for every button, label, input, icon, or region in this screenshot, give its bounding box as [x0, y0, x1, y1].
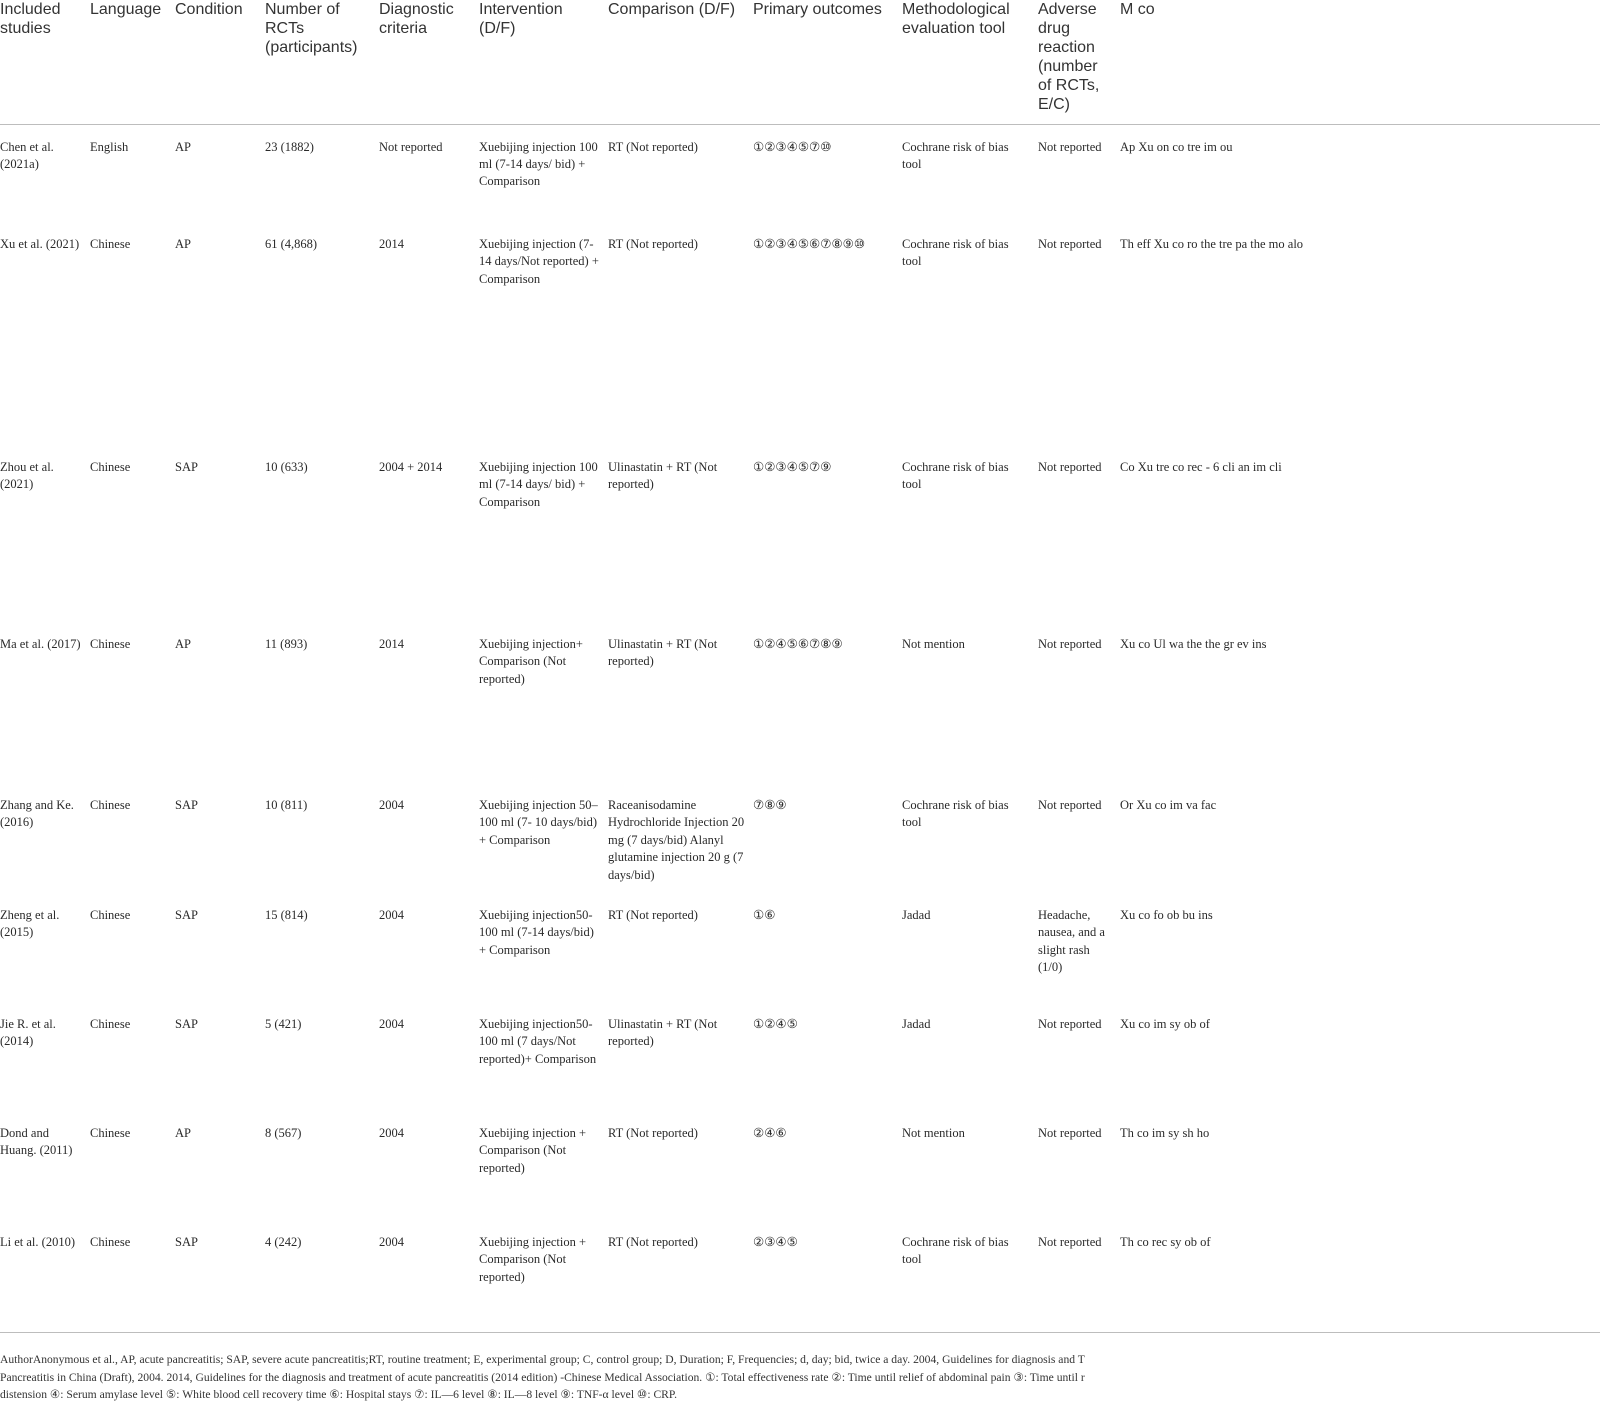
cell-intervention: Xuebijing injection + Comparison (Not reported) — [479, 1220, 608, 1332]
cell-conclusion: Th co rec sy ob of — [1120, 1220, 1600, 1332]
cell-criteria: 2004 — [379, 908, 404, 922]
cell-rcts: 61 (4,868) — [265, 237, 318, 251]
table-row — [0, 783, 1600, 893]
cell-rcts: 8 (567) — [265, 1126, 302, 1140]
cell-conclusion: Co Xu tre co rec - 6 cli an im cli — [1120, 460, 1282, 474]
cell-criteria: 2004 — [379, 1126, 404, 1140]
cell-intervention: Xuebijing injection 100 ml (7-14 days/ bid) + Comparison — [479, 139, 598, 189]
cell-adverse: Not reported — [1038, 1126, 1102, 1140]
cell-comparison: RT (Not reported) — [608, 1126, 698, 1140]
header-methodological-tool: Methodological evaluation tool — [902, 0, 1038, 124]
cell-language: English — [90, 139, 129, 154]
cell-condition: SAP — [175, 908, 198, 922]
cell-conclusion: Xu co im sy ob of — [1120, 1017, 1210, 1031]
cell-condition: SAP — [175, 1220, 265, 1332]
cell-outcomes: ①⑥ — [753, 908, 776, 922]
cell-tool: Cochrane risk of bias tool — [902, 1220, 1038, 1332]
cell-rcts: 4 (242) — [265, 1220, 379, 1332]
header-included-studies: Included studies — [0, 0, 90, 124]
footnote-line: Pancreatitis in China (Draft), 2004. 2014, Guidelines for the diagnosis and treatment of acute pancreatitis (2014 edition) -Chinese Medical Association. ①: Total effectiveness rate ②: Time until relief of abdominal pain ③: Time until r — [0, 1370, 1085, 1384]
cell-comparison: Raceanisodamine Hydrochloride Injection 20 mg (7 days/bid) Alanyl glutamine injection 20 g (7 days/bid) — [608, 798, 745, 882]
header-main-conclusion: M co — [1120, 0, 1600, 124]
cell-comparison: RT (Not reported) — [608, 139, 698, 154]
cell-adverse: Not reported — [1038, 1017, 1102, 1031]
cell-conclusion: Th co im sy sh ho — [1120, 1126, 1210, 1140]
cell-study: Jie R. et al. (2014) — [0, 1017, 56, 1049]
cell-tool: Cochrane risk of bias tool — [902, 139, 1009, 171]
cell-intervention: Xuebijing injection50-100 ml (7-14 days/bid) + Comparison — [479, 908, 594, 957]
cell-conclusion: Ap Xu on co tre im ou — [1120, 139, 1233, 154]
table-row — [0, 124, 1600, 222]
cell-conclusion: Xu co Ul wa the the gr ev ins — [1120, 637, 1267, 651]
cell-language: Chinese — [90, 1017, 131, 1031]
header-language: Language — [90, 0, 175, 124]
cell-condition: AP — [175, 237, 191, 251]
cell-language: Chinese — [90, 1126, 131, 1140]
cell-study: Chen et al. (2021a) — [0, 139, 54, 171]
cell-intervention: Xuebijing injection50-100 ml (7 days/Not reported)+ Comparison — [479, 1017, 597, 1066]
cell-study: Xu et al. (2021) — [0, 237, 80, 251]
cell-tool: Cochrane risk of bias tool — [902, 460, 1009, 492]
table-row — [0, 1111, 1600, 1220]
cell-condition: SAP — [175, 1017, 198, 1031]
table-body — [0, 124, 1600, 1332]
header-diagnostic-criteria: Diagnostic criteria — [379, 0, 479, 124]
cell-criteria: 2004 — [379, 1220, 479, 1332]
cell-comparison: RT (Not reported) — [608, 908, 698, 922]
cell-intervention: Xuebijing injection+ Comparison (Not reported) — [479, 637, 583, 686]
cell-condition: AP — [175, 139, 191, 154]
cell-rcts: 5 (421) — [265, 1017, 302, 1031]
cell-adverse: Not reported — [1038, 237, 1102, 251]
cell-language: Chinese — [90, 237, 131, 251]
cell-comparison: Ulinastatin + RT (Not reported) — [608, 1017, 718, 1049]
cell-outcomes: ①②③④⑤⑦⑨ — [753, 460, 832, 474]
cell-language: Chinese — [90, 798, 131, 812]
cell-conclusion: Or Xu co im va fac — [1120, 798, 1217, 812]
table-row — [0, 445, 1600, 622]
footnote-container — [0, 1345, 1145, 1405]
cell-outcomes: ②③④⑤ — [753, 1220, 902, 1332]
cell-outcomes: ①②③④⑤⑦⑩ — [753, 139, 832, 154]
table-header-row — [0, 0, 1600, 124]
cell-outcomes: ①②③④⑤⑥⑦⑧⑨⑩ — [753, 237, 866, 251]
cell-adverse: Not reported — [1038, 460, 1102, 474]
cell-comparison: Ulinastatin + RT (Not reported) — [608, 460, 718, 492]
header-number-of-rcts: Number of RCTs (participants) — [265, 0, 379, 124]
cell-condition: SAP — [175, 798, 198, 812]
cell-criteria: 2014 — [379, 237, 404, 251]
header-condition: Condition — [175, 0, 265, 124]
cell-comparison: RT (Not reported) — [608, 1220, 753, 1332]
header-adverse-drug-reaction: Adverse drug reaction (number of RCTs, E/C) — [1038, 0, 1120, 124]
cell-study: Ma et al. (2017) — [0, 637, 81, 651]
cell-intervention: Xuebijing injection 100 ml (7-14 days/ bid) + Comparison — [479, 460, 598, 509]
cell-study: Zhou et al. (2021) — [0, 460, 54, 492]
cell-language: Chinese — [90, 1220, 175, 1332]
header-comparison: Comparison (D/F) — [608, 0, 753, 124]
cell-rcts: 10 (633) — [265, 460, 308, 474]
cell-outcomes: ①②④⑤⑥⑦⑧⑨ — [753, 637, 843, 651]
cell-conclusion: Xu co fo ob bu ins — [1120, 908, 1213, 922]
cell-tool: Cochrane risk of bias tool — [902, 237, 1009, 269]
table-row — [0, 222, 1600, 445]
cell-study: Li et al. (2010) — [0, 1220, 90, 1332]
cell-intervention: Xuebijing injection + Comparison (Not reported) — [479, 1126, 587, 1175]
cell-adverse: Not reported — [1038, 139, 1102, 154]
cell-rcts: 10 (811) — [265, 798, 308, 812]
cell-language: Chinese — [90, 637, 131, 651]
cell-condition: AP — [175, 637, 191, 651]
cell-rcts: 23 (1882) — [265, 139, 314, 154]
cell-criteria: 2004 — [379, 798, 404, 812]
footnote-line: AuthorAnonymous et al., AP, acute pancreatitis; SAP, severe acute pancreatitis;RT, routine treatment; E, experimental group; C, control group; D, Duration; F, Frequencies; d, day; bid, twice a day. 2004, Guidelines for diagnosis and T — [0, 1353, 1085, 1366]
cell-outcomes: ①②④⑤ — [753, 1017, 798, 1031]
cell-outcomes: ⑦⑧⑨ — [753, 798, 787, 812]
header-intervention: Intervention (D/F) — [479, 0, 608, 124]
cell-rcts: 15 (814) — [265, 908, 308, 922]
cell-tool: Jadad — [902, 1017, 931, 1031]
cell-adverse: Headache, nausea, and a slight rash (1/0) — [1038, 908, 1105, 975]
table-row — [0, 1220, 1600, 1332]
table-row — [0, 893, 1600, 1002]
cell-tool: Not mention — [902, 637, 965, 651]
cell-criteria: 2014 — [379, 637, 404, 651]
cell-tool: Cochrane risk of bias tool — [902, 798, 1009, 830]
cell-tool: Not mention — [902, 1126, 965, 1140]
table-row — [0, 1002, 1600, 1111]
cell-condition: AP — [175, 1126, 191, 1140]
table-row — [0, 622, 1600, 783]
header-primary-outcomes: Primary outcomes — [753, 0, 902, 124]
cell-tool: Jadad — [902, 908, 931, 922]
cell-intervention: Xuebijing injection (7-14 days/Not reported) + Comparison — [479, 237, 599, 286]
cell-criteria: 2004 + 2014 — [379, 460, 443, 474]
cell-condition: SAP — [175, 460, 198, 474]
cell-adverse: Not reported — [1038, 637, 1102, 651]
cell-comparison: RT (Not reported) — [608, 237, 698, 251]
cell-intervention: Xuebijing injection 50–100 ml (7- 10 days/bid) + Comparison — [479, 798, 598, 847]
cell-adverse: Not reported — [1038, 798, 1102, 812]
cell-criteria: 2004 — [379, 1017, 404, 1031]
cell-study: Zheng et al. (2015) — [0, 908, 60, 940]
cell-study: Zhang and Ke. (2016) — [0, 798, 74, 830]
cell-language: Chinese — [90, 460, 131, 474]
cell-conclusion: Th eff Xu co ro the tre pa the mo alo — [1120, 237, 1304, 251]
table-footnote — [0, 1351, 1400, 1404]
cell-adverse: Not reported — [1038, 1220, 1120, 1332]
cell-rcts: 11 (893) — [265, 637, 308, 651]
footnote-line: distension ④: Serum amylase level ⑤: White blood cell recovery time ⑥: Hospital stays ⑦: IL—6 level ⑧: IL—8 level ⑨: TNF-α level ⑩: CRP. — [0, 1388, 677, 1402]
cell-criteria: Not reported — [379, 139, 443, 154]
cell-study: Dond and Huang. (2011) — [0, 1126, 73, 1158]
cell-language: Chinese — [90, 908, 131, 922]
cell-comparison: Ulinastatin + RT (Not reported) — [608, 637, 718, 669]
cell-outcomes: ②④⑥ — [753, 1126, 787, 1140]
